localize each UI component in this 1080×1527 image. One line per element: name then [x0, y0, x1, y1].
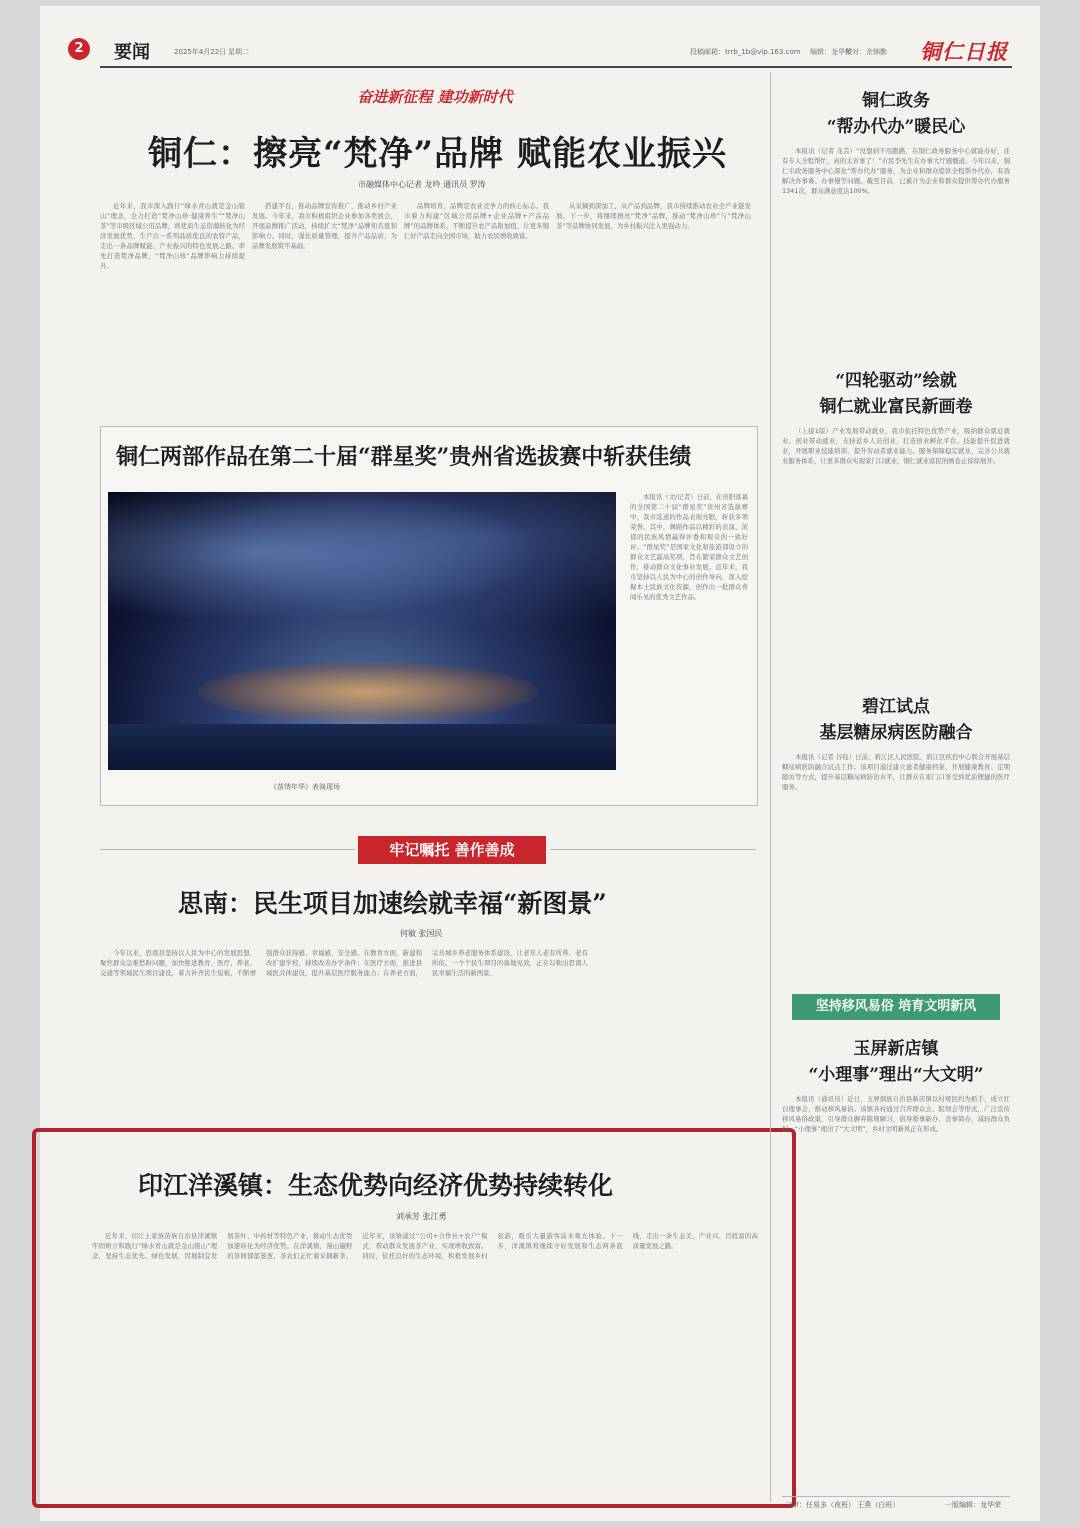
yinjiang-headline: 印江洋溪镇：生态优势向经济优势持续转化 [138, 1171, 614, 1200]
editor-credit: 编辑：龙华荣 [810, 48, 852, 56]
yinjiang-byline: 刘承芳 张江勇 [396, 1212, 447, 1221]
lead-headline: 铜仁：擦亮“梵净”品牌 赋能农业振兴 [148, 134, 727, 174]
sidebar-headline-4: 玉屏新店镇 “小理事”理出“大文明” [808, 1039, 984, 1085]
newspaper-masthead: 铜仁日报 [920, 39, 1008, 64]
issue-weekday: 星期二 [228, 48, 249, 56]
page-number-badge: 2 [68, 38, 90, 60]
sidebar-headline-3: 碧江试点 基层糖尿病医防融合 [819, 697, 973, 743]
lead-column-3: 品牌培育，品牌是农业竞争力的核心标志。我市着力构建“区域公用品牌+企业品牌+产品品牌”的品牌体系，不断提升农产品附加值，让更多铜仁好产品走向全国市场，助力农民增收致富。 [404, 202, 549, 240]
lead-column-4: 从采摘到深加工，从产品到品牌，我市持续推动农业全产业链发展。下一步，将继续擦亮“梵净”品牌，推动“梵净山珍”与“梵净山茶”等品牌协同发展，为乡村振兴注入更强动力。 [556, 202, 751, 230]
footer-credits: 二审：任易多（夜班） 王燕（白班） [785, 1501, 900, 1509]
lead-byline: 市融媒体中心记者 龙吟 通讯员 罗涛 [358, 180, 486, 189]
lead-column-2: 搭建平台，推动品牌宣传推广，推动乡村产业发展。今年来，我市积极组织企业参加各类展会，开展品牌推广活动，持续扩大“梵净”品牌知名度和影响力。同时，强化质量管理，提升产品品质，为品牌发展筑牢基础。 [252, 202, 397, 250]
stage-performance-photo [108, 492, 616, 770]
lead-kicker: 奋进新征程 建功新时代 [357, 88, 513, 106]
yinjiang-body: 近年来，印江土家族苗族自治县洋溪镇牢固树立和践行“绿水青山就是金山银山”理念，坚持生态优先、绿色发展，因地制宜发展茶叶、中药材等特色产业，推动生态优势加速转化为经济优势。在洋溪镇，漫山遍野的茶园郁郁葱葱，茶农们正忙着采摘新茶。近年来，该镇通过“公司+合作社+农户”模式，带动群众发展茶产业，实现增收致富。同时，依托良好的生态环境，积极发展乡村旅游，吸引大量游客前来观光体验。下一步，洋溪镇将继续守好发展和生态两条底线，走出一条生态美、产业兴、百姓富的高质量发展之路。 [92, 1232, 758, 1260]
qunxing-headline: 铜仁两部作品在第二十届“群星奖”贵州省选拔赛中斩获佳绩 [116, 444, 692, 470]
sidebar-headline-1: 铜仁政务 “帮办代办”暖民心 [826, 91, 966, 137]
sinan-headline: 思南：民生项目加速绘就幸福“新图景” [178, 889, 607, 918]
footer-divider [782, 1496, 1010, 1497]
sinan-byline: 何敏 张国民 [400, 929, 443, 938]
issue-date: 2025年4月22日 [174, 48, 227, 56]
newspaper-page [40, 6, 1040, 1521]
mid-divider-right [550, 849, 756, 850]
submission-email: 投稿邮箱：trrb_1b@vip.163.com [690, 48, 801, 56]
mid-divider-left [100, 849, 355, 850]
sidebar-body-2: （上接1版）产业发展带动就业，我市依托特色优势产业，吸纳群众就近就业。创业带动就业，支持返乡人员创业，打造创业孵化平台。技能提升促进就业，开展职业技能培训，提升劳动者就业能力。服务保障稳定就业，完善公共就业服务体系，让更多群众实现家门口就业，铜仁就业富民的画卷正徐徐展开。 [782, 427, 1010, 465]
sidebar-body-1: 本报讯（记者 龙芸）“没想到不用跑路，在铜仁政务服务中心就能办好，还有专人全程帮忙，真的太省事了！”市民李先生在办事大厅感慨道。今年以来，铜仁市政务服务中心深化“帮办代办”服务，为企业和群众提供全程帮办代办，有效解决办事难、办事慢等问题。截至目前，已累计为企业和群众提供帮办代办服务1341次，群众满意度达100%。 [782, 147, 1010, 195]
proofreader-credit: 校对：余锦勤 [845, 48, 887, 56]
section-label: 要闻 [114, 42, 150, 63]
sinan-body: 今年以来，思南县坚持以人民为中心的发展思想，聚焦群众急难愁盼问题，加快推进教育、医疗、养老、交通等领域民生项目建设，着力补齐民生短板，不断增强群众获得感、幸福感、安全感。在教育方面，新建和改扩建学校，持续改善办学条件；在医疗方面，推进县域医共体建设，提升基层医疗服务能力；在养老方面，完善城乡养老服务体系建设，让老年人老有所养、老有所依。一个个民生项目的落地见效，正在勾勒出思南人民幸福生活的新图景。 [100, 949, 588, 977]
mid-kicker-banner: 牢记嘱托 善作善成 [358, 836, 546, 864]
civility-banner: 坚持移风易俗 培育文明新风 [792, 994, 1000, 1020]
header-divider [100, 66, 1012, 68]
sidebar-body-4: 本报讯（通讯员）近日，玉屏侗族自治县新店镇以村规民约为抓手，成立红白理事会，推动移风易俗。该镇各村通过召开群众会、院坝会等形式，广泛宣传移风易俗政策，引导群众摒弃陈规陋习，倡导婚事新办、丧事简办，减轻群众负担。“小理事”理出了“大文明”，乡村文明新风正在形成。 [782, 1095, 1010, 1133]
lead-column-1: 近年来，我市深入践行“绿水青山就是金山银山”理念，全力打造“梵净山珍·健康养生”“梵净山茶”等市级区域公用品牌，将优质生态资源转化为经济发展优势，生产出一系列品质优良的农特产品，走出一条品牌赋能、产业振兴的特色发展之路。率先打造梵净品牌，“梵净山珍”品牌影响力持续提升。 [100, 202, 245, 270]
sidebar-body-3: 本报讯（记者 谷钰）日前，碧江区人民医院、碧江区疾控中心联合开展基层糖尿病医防融合试点工作。该项目通过建立患者健康档案、开展健康教育、定期随访等方式，提升基层糖尿病防治水平，让群众在家门口享受到优质便捷的医疗服务。 [782, 753, 1010, 791]
sidebar-divider [770, 72, 771, 1502]
sidebar-headline-2: “四轮驱动”绘就 铜仁就业富民新画卷 [819, 371, 973, 417]
photo-caption: 《苗绣年华》表演现场 [270, 783, 340, 791]
footer-editor: 一版编辑：龙华荣 [945, 1501, 1001, 1509]
qunxing-body: 本报讯（文/记者）日前，在贵阳落幕的全国第二十届“群星奖”贵州省选拔赛中，我市选送的作品表现亮眼，斩获多项荣誉。其中，舞蹈作品以精彩的表演、浓郁的民族风情赢得评委和观众的一致好评。“群星奖”是国家文化和旅游部设立的群众文艺最高奖项，旨在繁荣群众文艺创作，推动群众文化事业发展。近年来，我市坚持以人民为中心的创作导向，深入挖掘本土民族文化资源，创作出一批群众喜闻乐见的优秀文艺作品。 [630, 493, 748, 601]
